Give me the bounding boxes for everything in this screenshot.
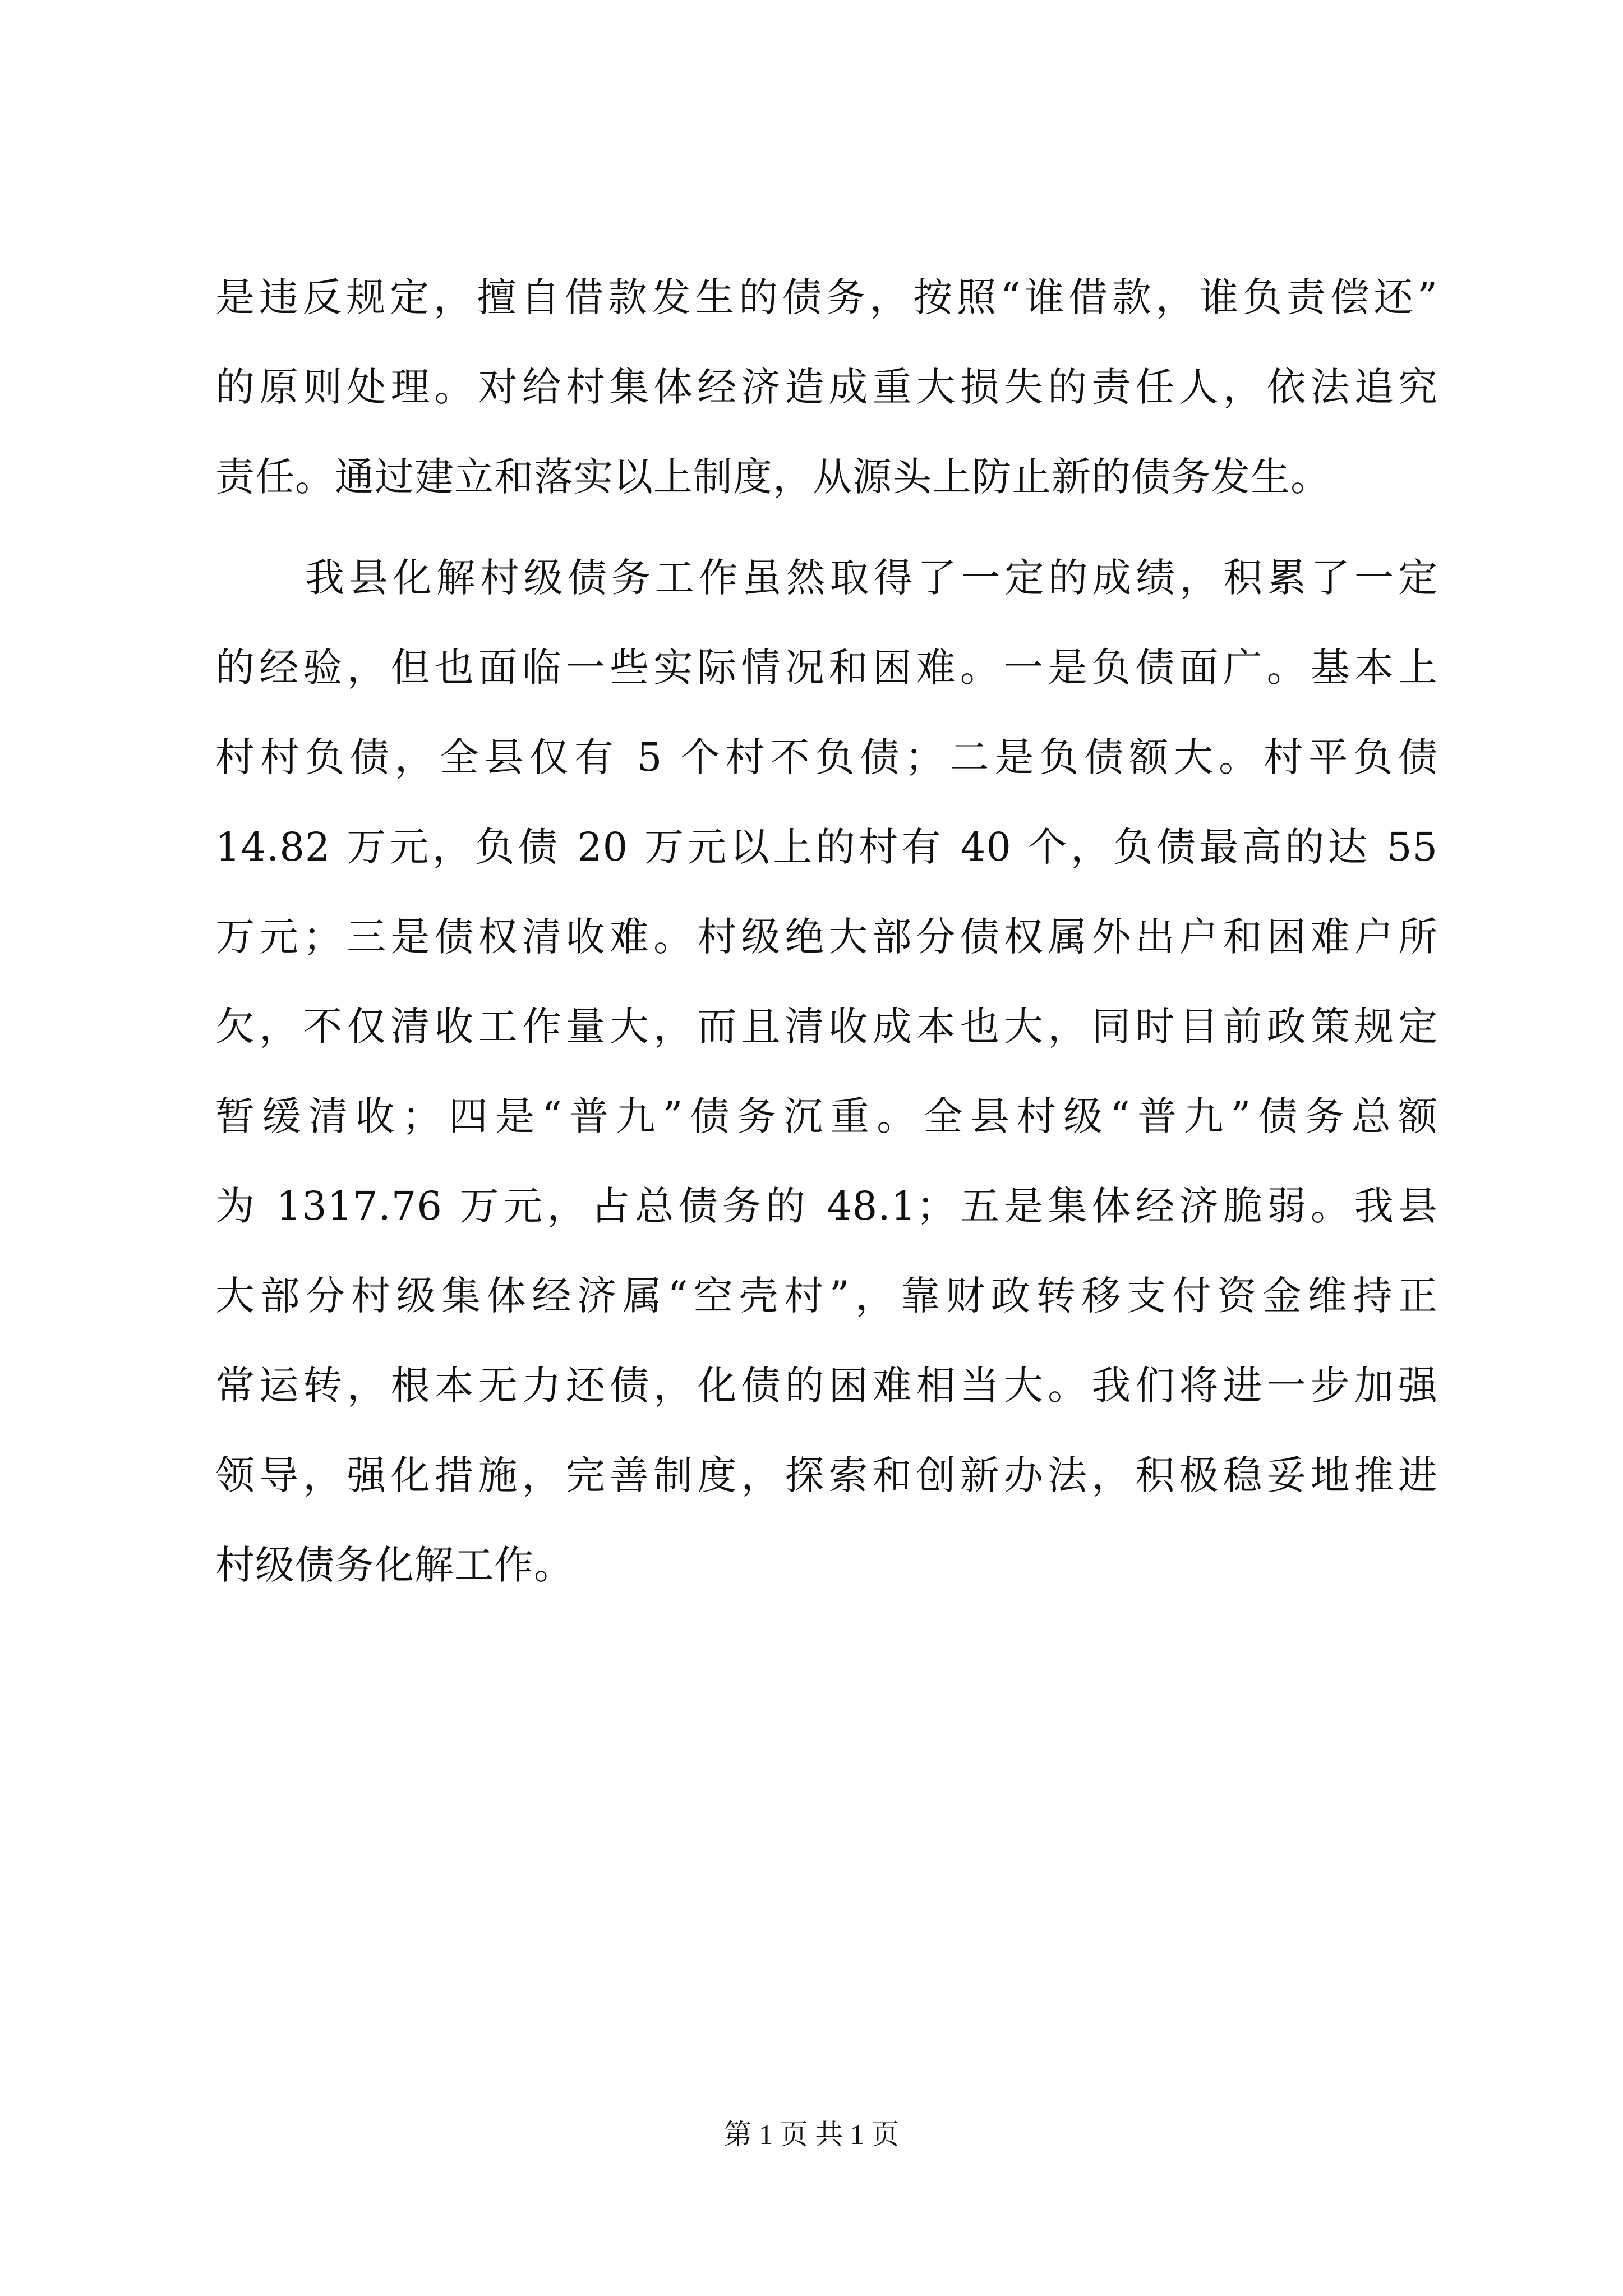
paragraph-2-line-12: 村级债务化解工作。	[215, 1542, 574, 1588]
paragraph-2-line-10: 常运转，根本无力还债，化债的困难相当大。我们将进一步加强	[215, 1363, 1438, 1409]
paragraph-2-line-4: 14.82 万元，负债 20 万元以上的村有 40 个，负债最高的达 55	[215, 824, 1438, 870]
paragraph-1-line-1: 是违反规定，擅自借款发生的债务，按照“谁借款，谁负责偿还”	[215, 274, 1438, 320]
paragraph-2-line-8: 为 1317.76 万元，占总债务的 48.1；五是集体经济脆弱。我县	[215, 1183, 1438, 1229]
paragraph-2-line-2: 的经验，但也面临一些实际情况和困难。一是负债面广。基本上	[215, 645, 1438, 691]
paragraph-2-line-1: 我县化解村级债务工作虽然取得了一定的成绩，积累了一定	[305, 555, 1438, 601]
paragraph-1-line-3: 责任。通过建立和落实以上制度，从源头上防止新的债务发生。	[215, 454, 1330, 500]
paragraph-2-line-9: 大部分村级集体经济属“空壳村”，靠财政转移支付资金维持正	[215, 1273, 1438, 1319]
paragraph-2-line-6: 欠，不仅清收工作量大，而且清收成本也大，同时目前政策规定	[215, 1004, 1438, 1050]
paragraph-2-line-5: 万元；三是债权清收难。村级绝大部分债权属外出户和困难户所	[215, 914, 1438, 960]
page-number-footer: 第 1 页 共 1 页	[723, 2119, 900, 2150]
paragraph-2-line-3: 村村负债，全县仅有 5 个村不负债；二是负债额大。村平负债	[215, 734, 1438, 780]
paragraph-2-line-7: 暂缓清收；四是“普九”债务沉重。全县村级“普九”债务总额	[215, 1093, 1438, 1139]
paragraph-1-line-2: 的原则处理。对给村集体经济造成重大损失的责任人，依法追究	[215, 364, 1438, 410]
paragraph-2-line-11: 领导，强化措施，完善制度，探索和创新办法，积极稳妥地推进	[215, 1452, 1438, 1498]
